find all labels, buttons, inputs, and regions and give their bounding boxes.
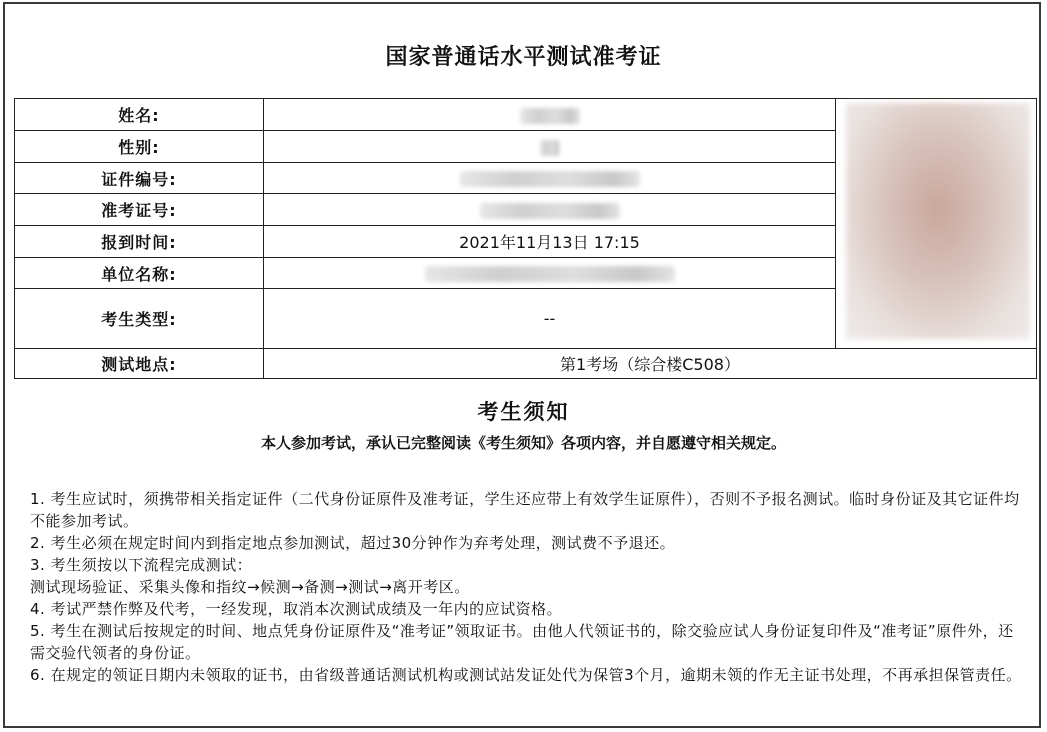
checkin-time-label: 报到时间: [15,226,264,258]
rule-item: 3. 考生须按以下流程完成测试： [30,556,253,574]
id-number-value [264,163,836,194]
redacted-gender [540,140,560,156]
notice-subtitle: 本人参加考试，承认已完整阅读《考生须知》各项内容，并自愿遵守相关规定。 [260,434,786,452]
checkin-time-value: 2021年11月13日 17:15 [264,226,836,258]
rule-item: 测试现场验证、采集头像和指纹→候测→备测→测试→离开考区。 [30,578,470,596]
candidate-info-table [14,98,1037,379]
notice-title: 考生须知 [477,400,570,424]
rule-item: 5. 考生在测试后按规定的时间、地点凭身份证原件及“准考证”领取证书。由他人代领证书的，除交验应试人身份证复印件及“准考证”原件外，还需交验代领者的身份证。 [30,622,1014,662]
document-title: 国家普通话水平测试准考证 [385,45,662,70]
notice-rules [30,488,1026,686]
redacted-organization [425,266,675,282]
redacted-id-number [460,171,640,187]
rule-item: 6. 在规定的领证日期内未领取的证书，由省级普通话测试机构或测试站发证处代为保管3个月，逾期未领的作无主证书处理，不再承担保管责任。 [30,666,1022,684]
name-value [264,99,836,131]
redacted-ticket-number [480,203,620,219]
row-name [15,99,1037,131]
photo-cell [836,99,1037,349]
rule-item: 2. 考生必须在规定时间内到指定地点参加测试，超过30分钟作为弃考处理，测试费不予退还。 [30,534,676,552]
test-location-value: 第1考场（综合楼C508） [264,349,1037,379]
candidate-photo [846,103,1030,339]
gender-value [264,131,836,163]
candidate-type-label: 考生类型: [15,289,264,349]
ticket-number-value [264,194,836,226]
redacted-name [520,108,580,124]
test-location-label: 测试地点: [15,349,264,379]
name-label: 姓名: [15,99,264,131]
candidate-type-value: -- [264,289,836,349]
rule-item: 1. 考生应试时，须携带相关指定证件（二代身份证原件及准考证，学生还应带上有效学生证原件），否则不予报名测试。临时身份证及其它证件均不能参加考试。 [30,490,1020,530]
gender-label: 性别: [15,131,264,163]
organization-value [264,258,836,289]
organization-label: 单位名称: [15,258,264,289]
id-number-label: 证件编号: [15,163,264,194]
rule-item: 4. 考试严禁作弊及代考，一经发现，取消本次测试成绩及一年内的应试资格。 [30,600,563,618]
ticket-number-label: 准考证号: [15,194,264,226]
row-test-location [15,349,1037,379]
